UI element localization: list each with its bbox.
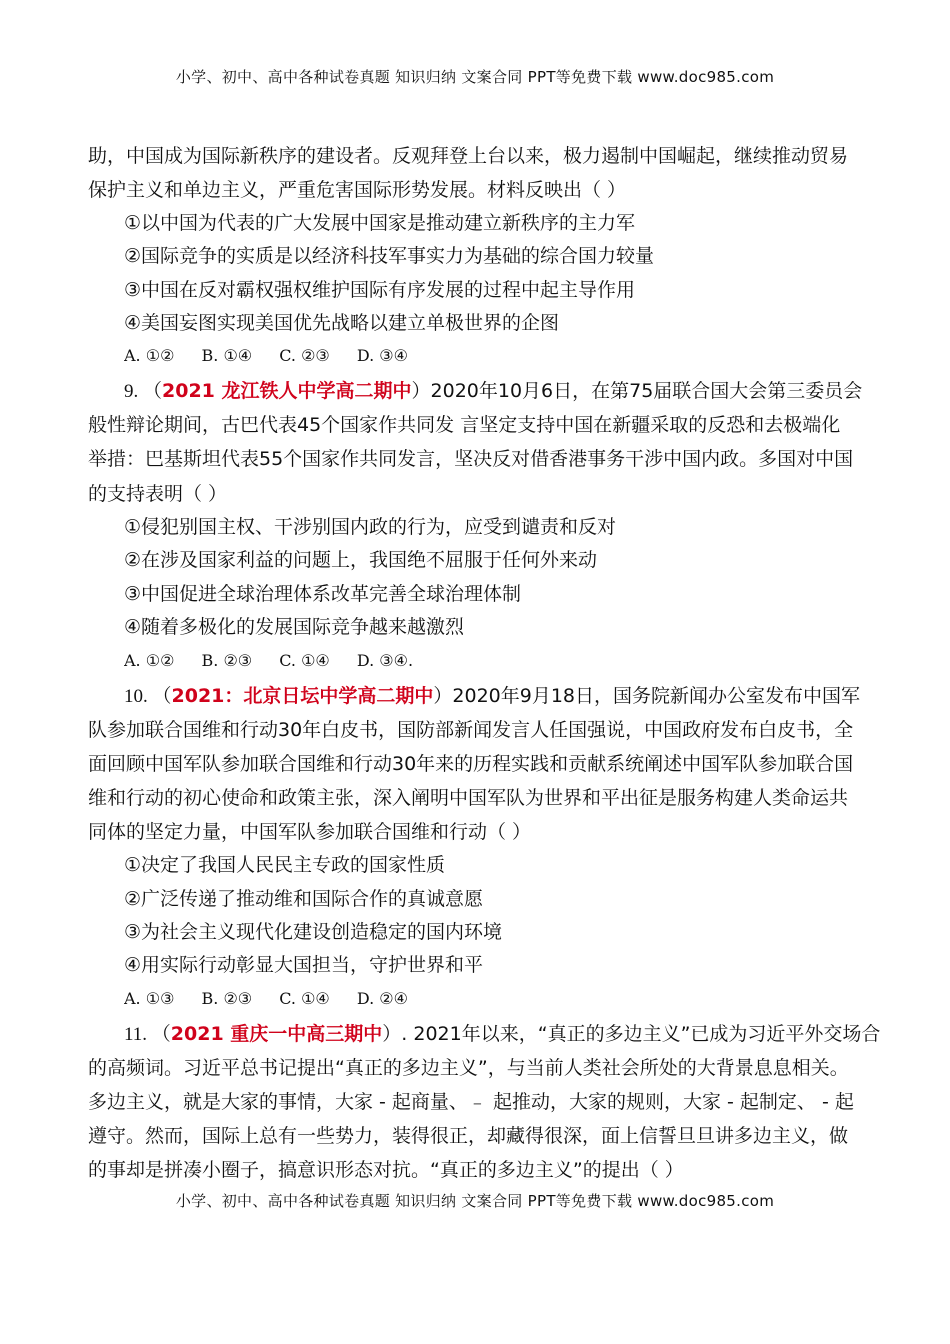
q11-stem-first <box>124 1020 904 1049</box>
q8-item-4: ④美国妄图实现美国优先战略以建立单极世界的企图 <box>124 312 560 334</box>
q8-item-2: ②国际竞争的实质是以经济科技军事实力为基础的综合国力较量 <box>124 245 655 267</box>
q9-stem-line-2: 般性辩论期间，古巴代表45个国家作共同发 言坚定支持中国在新疆采取的反恐和去极端化 <box>88 414 841 436</box>
q9-source: 2021 龙江铁人中学高二期中 <box>162 380 412 402</box>
q10-stem-line-2: 队参加联合国维和行动30年白皮书，国防部新闻发言人任国强说，中国政府发布白皮书，全 <box>88 719 854 741</box>
q9-item-4: ④随着多极化的发展国际竞争越来越激烈 <box>124 616 465 638</box>
q8-stem-line-1: 助，中国成为国际新秩序的建设者。反观拜登上台以来，极力遏制中国崛起，继续推动贸易 <box>88 145 849 167</box>
q9-options <box>124 647 904 675</box>
q11-number: 11. （ <box>124 1024 171 1045</box>
q10-stem-line-4: 维和行动的初心使命和政策主张，深入阐明中国军队为世界和平出征是服务构建人类命运共 <box>88 787 849 809</box>
page-header: 小学、初中、高中各种试卷真题 知识归纳 文案合同 PPT等免费下载 www.doc985.com <box>175 68 775 86</box>
q8-item-3: ③中国在反对霸权强权维护国际有序发展的过程中起主导作用 <box>124 279 636 301</box>
q9-item-1: ①侵犯别国主权、干涉别国内政的行为，应受到谴责和反对 <box>124 516 617 538</box>
q9-option-b: B. ②③ <box>201 651 253 670</box>
q10-item-2: ②广泛传递了推动维和国际合作的真诚意愿 <box>124 888 484 910</box>
q9-stem-line-3: 举措：巴基斯坦代表55个国家作共同发言，坚决反对借香港事务干涉中国内政。多国对中国 <box>88 448 854 470</box>
q10-item-1: ①决定了我国人民民主专政的国家性质 <box>124 854 446 876</box>
q11-stem-line-2: 的高频词。习近平总书记提出“真正的多边主义”，与当前人类社会所处的大背景息息相关。 <box>88 1057 849 1079</box>
q9-stem-first-text: ）2020年10月6日，在第75届联合国大会第三委员会 <box>411 380 863 402</box>
q10-stem-line-3: 面回顾中国军队参加联合国维和行动30年来的历程实践和贡献系统阐述中国军队参加联合国 <box>88 753 854 775</box>
q10-source: 2021：北京日坛中学高二期中 <box>171 685 434 707</box>
q9-option-a: A. ①② <box>124 651 175 670</box>
q8-option-b: B. ①④ <box>201 346 253 365</box>
q10-option-a: A. ①③ <box>124 989 175 1008</box>
q10-stem-first <box>124 682 904 711</box>
q9-option-d: D. ③④. <box>356 651 414 670</box>
q9-stem-first <box>124 377 904 406</box>
q11-source: 2021 重庆一中高三期中 <box>170 1023 383 1045</box>
q10-stem-first-text: ）2020年9月18日，国务院新闻办公室发布中国军 <box>433 685 861 707</box>
q9-item-2: ②在涉及国家利益的问题上，我国绝不屈服于任何外来动 <box>124 549 598 571</box>
q10-option-c: C. ①④ <box>279 989 330 1008</box>
q9-item-3: ③中国促进全球治理体系改革完善全球治理体制 <box>124 583 522 605</box>
q10-option-b: B. ②③ <box>201 989 253 1008</box>
q11-stem-line-3: 多边主义，就是大家的事情，大家 - 起商量、﹣ 起推动，大家的规则，大家 - 起制定、 - 起 <box>88 1091 854 1113</box>
q10-number: 10. （ <box>124 686 172 707</box>
q9-stem-line-4: 的支持表明（ ） <box>88 483 228 505</box>
q8-options <box>124 342 904 370</box>
q11-stem-line-4: 遵守。然而，国际上总有一些势力，装得很正，却藏得很深，面上信誓旦旦讲多边主义，做 <box>88 1125 849 1147</box>
q10-option-d: D. ②④ <box>356 989 408 1008</box>
q8-stem-line-2: 保护主义和单边主义，严重危害国际形势发展。材料反映出（ ） <box>88 179 627 201</box>
q10-item-3: ③为社会主义现代化建设创造稳定的国内环境 <box>124 921 503 943</box>
q9-number: 9. （ <box>124 381 163 402</box>
q8-option-a: A. ①② <box>124 346 175 365</box>
q8-option-d: D. ③④ <box>356 346 408 365</box>
q10-stem-line-5: 同体的坚定力量，中国军队参加联合国维和行动（ ） <box>88 821 532 843</box>
q10-item-4: ④用实际行动彰显大国担当，守护世界和平 <box>124 954 484 976</box>
q10-options <box>124 985 904 1013</box>
q9-option-c: C. ①④ <box>279 651 330 670</box>
q11-stem-line-5: 的事却是拼凑小圈子，搞意识形态对抗。“真正的多边主义”的提出（ ） <box>88 1159 684 1181</box>
page-footer: 小学、初中、高中各种试卷真题 知识归纳 文案合同 PPT等免费下载 www.doc985.com <box>175 1192 775 1210</box>
q8-option-c: C. ②③ <box>279 346 330 365</box>
q11-stem-first-text: ）. 2021年以来，“真正的多边主义”已成为习近平外交场合 <box>382 1023 881 1045</box>
q8-item-1: ①以中国为代表的广大发展中国家是推动建立新秩序的主力军 <box>124 212 636 234</box>
